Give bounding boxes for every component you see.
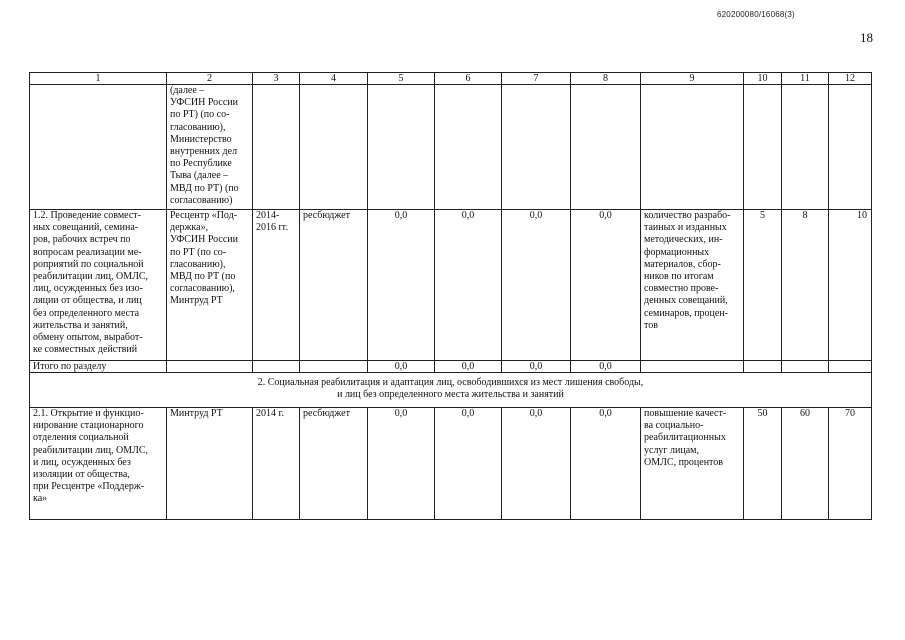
source-cell: ресбюджет bbox=[300, 408, 368, 520]
executor-cell: Минтруд РТ bbox=[167, 408, 253, 520]
table-row-2-1 bbox=[30, 408, 872, 520]
total-row bbox=[30, 361, 872, 373]
value-cell: 0,0 bbox=[502, 210, 571, 361]
cell bbox=[744, 361, 782, 373]
target-cell: 8 bbox=[782, 210, 829, 361]
document-id: 620200080/16068(3) bbox=[717, 10, 795, 19]
source-cell: ресбюджет bbox=[300, 210, 368, 361]
cell bbox=[253, 361, 300, 373]
period-cell: 2014 г. bbox=[253, 408, 300, 520]
total-value: 0,0 bbox=[368, 361, 435, 373]
header-col-3: 3 bbox=[253, 73, 300, 85]
value-cell: 0,0 bbox=[571, 210, 641, 361]
page-number: 18 bbox=[860, 30, 873, 45]
header-col-9: 9 bbox=[641, 73, 744, 85]
section-title: 2. Социальная реабилитация и адаптация лиц, освободившихся из мест лишения свободы, и лиц без определенного места жительства и занятий bbox=[30, 373, 872, 408]
header-row bbox=[30, 73, 872, 85]
header-col-2: 2 bbox=[167, 73, 253, 85]
cell bbox=[368, 85, 435, 210]
value-cell: 0,0 bbox=[368, 408, 435, 520]
header-col-8: 8 bbox=[571, 73, 641, 85]
cell bbox=[300, 361, 368, 373]
target-cell: 50 bbox=[744, 408, 782, 520]
period-cell: 2014- 2016 гг. bbox=[253, 210, 300, 361]
program-table bbox=[29, 72, 872, 520]
total-value: 0,0 bbox=[502, 361, 571, 373]
total-label: Итого по разделу bbox=[30, 361, 167, 373]
header-col-5: 5 bbox=[368, 73, 435, 85]
table-row-1-2 bbox=[30, 210, 872, 361]
header-col-7: 7 bbox=[502, 73, 571, 85]
cell bbox=[641, 85, 744, 210]
table-row-continued bbox=[30, 85, 872, 210]
value-cell: 0,0 bbox=[435, 210, 502, 361]
indicator-cell: повышение качест- ва социально- реабилитационных услуг лицам, ОМЛС, процентов bbox=[641, 408, 744, 520]
value-cell: 0,0 bbox=[435, 408, 502, 520]
indicator-cell: количество разрабо- таиных и изданных методических, ин- формационных материалов, сбор- ников по итогам совместно прове- денных совещаний, семинаров, процен- тов bbox=[641, 210, 744, 361]
header-col-12: 12 bbox=[829, 73, 872, 85]
target-cell: 70 bbox=[829, 408, 872, 520]
header-col-6: 6 bbox=[435, 73, 502, 85]
target-cell: 60 bbox=[782, 408, 829, 520]
header-col-10: 10 bbox=[744, 73, 782, 85]
cell bbox=[782, 85, 829, 210]
value-cell: 0,0 bbox=[502, 408, 571, 520]
total-value: 0,0 bbox=[435, 361, 502, 373]
cell bbox=[641, 361, 744, 373]
cell bbox=[829, 85, 872, 210]
value-cell: 0,0 bbox=[368, 210, 435, 361]
value-cell: 0,0 bbox=[571, 408, 641, 520]
cell bbox=[30, 85, 167, 210]
target-cell: 5 bbox=[744, 210, 782, 361]
cell bbox=[829, 361, 872, 373]
cell bbox=[435, 85, 502, 210]
measure-cell: 1.2. Проведение совмест- ных совещаний, семина- ров, рабочих встреч по вопросам реализации ме- роприятий по социальной реабилитации лиц, ОМЛС, лиц, осужденных без изо- ляции от общества, и лиц без определенного места жительства и занятий, обмену опытом, выработ- ке совместных действий bbox=[30, 210, 167, 361]
executor-cell: Ресцентр «Под- держка», УФСИН России по РТ (по со- гласованию), МВД по РТ (по согласованию), Минтруд РТ bbox=[167, 210, 253, 361]
cell bbox=[167, 361, 253, 373]
header-col-4: 4 bbox=[300, 73, 368, 85]
cell bbox=[300, 85, 368, 210]
cell bbox=[571, 85, 641, 210]
executor-cell: (далее – УФСИН России по РТ) (по со- гласованию), Министерство внутренних дел по Республике Тыва (далее – МВД по РТ) (по согласованию) bbox=[167, 85, 253, 210]
section-heading-row bbox=[30, 373, 872, 408]
total-value: 0,0 bbox=[571, 361, 641, 373]
header-col-11: 11 bbox=[782, 73, 829, 85]
measure-cell: 2.1. Открытие и функцио- нирование стационарного отделения социальной реабилитации лиц, ОМЛС, и лиц, осужденных без изоляции от общества, при Ресцентре «Поддерж- ка» bbox=[30, 408, 167, 520]
cell bbox=[502, 85, 571, 210]
cell bbox=[744, 85, 782, 210]
cell bbox=[782, 361, 829, 373]
header-col-1: 1 bbox=[30, 73, 167, 85]
target-cell: 10 bbox=[829, 210, 872, 361]
cell bbox=[253, 85, 300, 210]
